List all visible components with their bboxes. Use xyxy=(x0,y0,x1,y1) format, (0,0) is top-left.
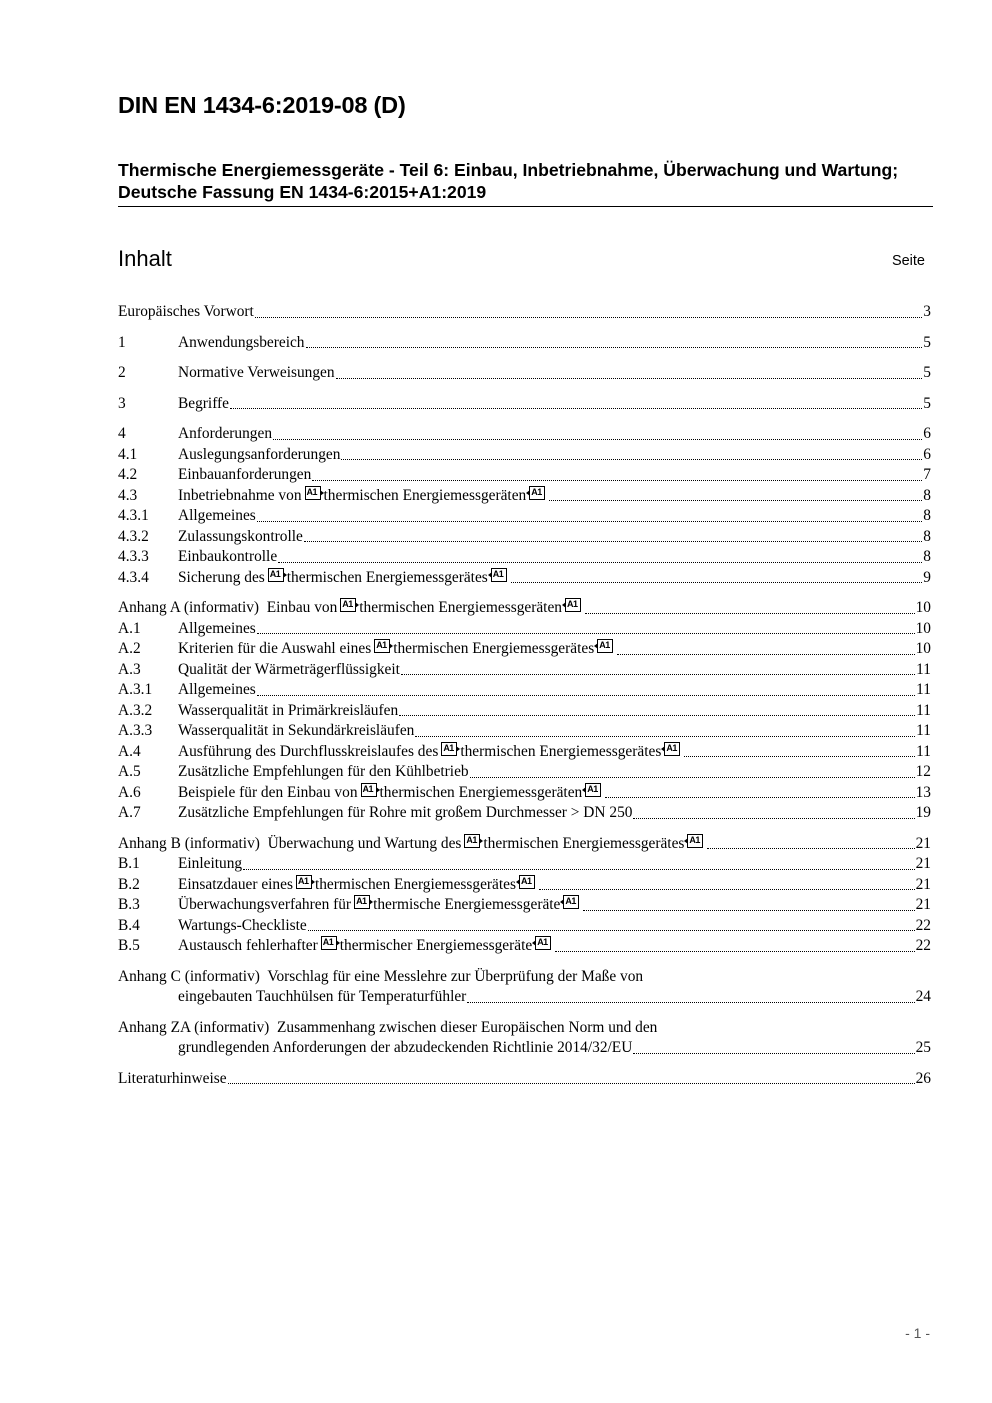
toc-entry-number: B.3 xyxy=(118,896,140,913)
toc-entry-page: 8 xyxy=(923,548,931,565)
toc-entry[interactable] xyxy=(118,639,931,660)
toc-entry-title-cont: thermischen Energiemessgeräten xyxy=(379,783,583,801)
toc-entry-number: 4.3.3 xyxy=(118,548,149,565)
amendment-end-icon xyxy=(529,486,545,500)
toc-entry-title: Anhang B (informativ) Überwachung und Wartung des xyxy=(118,834,462,852)
toc-entry-number: B.2 xyxy=(118,875,140,893)
document-id: DIN EN 1434-6:2019-08 (D) xyxy=(118,92,406,118)
toc-entry-title: Anhang ZA (informativ) Zusammenhang zwischen dieser Europäischen Norm und den xyxy=(118,1018,658,1036)
toc-entry-page: 5 xyxy=(923,333,931,351)
toc-entry-continued[interactable] xyxy=(118,1038,931,1059)
toc-entry-title: Einleitung xyxy=(178,855,243,872)
toc-heading: Inhalt xyxy=(118,246,172,271)
toc-entry-number: A.2 xyxy=(118,640,141,657)
toc-entry-page: 25 xyxy=(915,1039,931,1056)
toc-entry-title: Einsatzdauer eines xyxy=(178,875,293,893)
toc-entry[interactable] xyxy=(118,445,931,466)
toc-entry-title: Anhang C (informativ) Vorschlag für eine Messlehre zur Überprüfung der Maße von xyxy=(118,967,644,985)
toc-entry-title: Qualität der Wärmeträgerflüssigkeit xyxy=(178,660,400,678)
toc-entry-page: 22 xyxy=(915,937,931,954)
toc-entry-page: 19 xyxy=(915,804,931,821)
table-of-contents xyxy=(118,302,931,1089)
toc-entry-title: Beispiele für den Einbau von xyxy=(178,783,358,801)
toc-entry-page: 5 xyxy=(923,394,931,412)
toc-entry-title: Überwachungsverfahren für xyxy=(178,896,352,913)
amendment-end-icon xyxy=(664,742,680,756)
toc-entry-title: Zusätzliche Empfehlungen für Rohre mit großem Durchmesser > DN 250 xyxy=(178,804,633,821)
toc-entry-number: A.7 xyxy=(118,804,141,821)
amendment-end-icon xyxy=(563,895,579,909)
toc-entry[interactable] xyxy=(118,834,931,855)
toc-entry-title-cont: thermischen Energiemessgerätes xyxy=(460,742,662,760)
toc-entry-number: B.1 xyxy=(118,855,140,872)
toc-entry-title: Zusätzliche Empfehlungen für den Kühlbetrieb xyxy=(178,763,469,780)
toc-entry-page: 24 xyxy=(915,988,931,1005)
page-number: - 1 - xyxy=(905,1325,930,1341)
toc-entry-title: Auslegungsanforderungen xyxy=(178,445,341,463)
toc-entry-title: Anwendungsbereich xyxy=(178,333,305,351)
toc-entry[interactable] xyxy=(118,568,931,589)
toc-entry-page: 10 xyxy=(915,619,931,637)
toc-entry-title-cont: thermischen Energiemessgerätes xyxy=(286,568,488,586)
toc-entry-title: Anhang A (informativ) Einbau von xyxy=(118,599,338,616)
toc-entry[interactable] xyxy=(118,680,931,701)
amendment-start-icon xyxy=(361,783,377,797)
toc-entry[interactable] xyxy=(118,424,931,445)
toc-entry-page: 11 xyxy=(916,660,931,678)
toc-entry-number: B.5 xyxy=(118,937,140,954)
amendment-start-icon xyxy=(354,895,370,909)
toc-entry[interactable] xyxy=(118,916,931,937)
toc-entry-page: 21 xyxy=(915,834,931,852)
toc-entry-number: A.3.1 xyxy=(118,681,153,698)
toc-entry-title: Austausch fehlerhafter xyxy=(178,937,318,954)
toc-entry-title: Normative Verweisungen xyxy=(178,364,335,381)
amendment-end-icon xyxy=(535,936,551,950)
toc-entry-page: 8 xyxy=(923,527,931,545)
toc-entry[interactable] xyxy=(118,598,931,619)
toc-entry-page: 3 xyxy=(923,303,931,320)
toc-entry-title: Allgemeines xyxy=(178,681,256,698)
toc-entry[interactable] xyxy=(118,527,931,548)
toc-entry-page: 11 xyxy=(916,681,931,698)
toc-entry[interactable] xyxy=(118,895,931,916)
toc-entry-title-cont: thermischen Energiemessgeräten xyxy=(359,599,562,616)
toc-entry[interactable] xyxy=(118,1069,931,1090)
toc-entry-title: Wasserqualität in Primärkreisläufen xyxy=(178,701,399,719)
toc-entry-page: 10 xyxy=(915,599,931,616)
toc-entry-number: A.4 xyxy=(118,742,141,760)
toc-entry-number: 4.1 xyxy=(118,445,138,463)
toc-entry[interactable] xyxy=(118,742,931,763)
toc-entry-number: A.6 xyxy=(118,783,141,801)
toc-entry-title: Einbaukontrolle xyxy=(178,548,278,565)
toc-entry-title-cont: thermischer Energiemessgeräte xyxy=(339,937,533,954)
toc-entry-page: 12 xyxy=(915,763,931,780)
toc-entry[interactable] xyxy=(118,854,931,875)
toc-entry-continued[interactable] xyxy=(118,987,931,1008)
toc-entry[interactable] xyxy=(118,547,931,568)
toc-entry-number: 3 xyxy=(118,394,126,412)
amendment-start-icon xyxy=(464,834,480,848)
amendment-end-icon xyxy=(565,598,581,612)
toc-entry-page: 21 xyxy=(915,855,931,872)
toc-entry-page: 11 xyxy=(916,722,931,739)
toc-entry-page: 21 xyxy=(915,875,931,893)
toc-entry-title: Kriterien für die Auswahl eines xyxy=(178,640,372,657)
toc-entry-title: Europäisches Vorwort xyxy=(118,303,254,320)
toc-entry-number: A.3.3 xyxy=(118,722,153,739)
toc-entry[interactable] xyxy=(118,721,931,742)
title-divider xyxy=(118,206,933,207)
amendment-end-icon xyxy=(597,639,613,653)
toc-entry-title-cont: thermische Energiemessgeräte xyxy=(373,896,561,913)
toc-entry[interactable] xyxy=(118,333,931,354)
toc-entry-page: 11 xyxy=(916,742,931,760)
toc-entry-number: 4.3 xyxy=(118,486,138,504)
amendment-start-icon xyxy=(374,639,390,653)
toc-entry-title: eingebauten Tauchhülsen für Temperaturfühler xyxy=(178,988,467,1005)
toc-entry-title: Anforderungen xyxy=(178,425,273,442)
toc-entry-number: A.3 xyxy=(118,660,141,678)
toc-entry-title-cont: thermischen Energiemessgerätes xyxy=(393,640,595,657)
toc-entry-title: Literaturhinweise xyxy=(118,1069,227,1087)
toc-entry-page: 7 xyxy=(923,466,931,483)
toc-entry-page: 8 xyxy=(923,486,931,504)
amendment-start-icon xyxy=(321,936,337,950)
toc-entry-title-cont: thermischen Energiemessgerätes xyxy=(483,834,685,852)
toc-entry-title: Zulassungskontrolle xyxy=(178,527,303,545)
toc-entry-number: 4 xyxy=(118,425,126,442)
toc-entry[interactable] xyxy=(118,1018,931,1039)
toc-entry[interactable] xyxy=(118,619,931,640)
toc-entry-title: Einbauanforderungen xyxy=(178,466,312,483)
toc-entry-page: 21 xyxy=(915,896,931,913)
amendment-end-icon xyxy=(519,875,535,889)
amendment-start-icon xyxy=(305,486,321,500)
toc-entry-page: 11 xyxy=(916,701,931,719)
toc-entry-number: A.1 xyxy=(118,619,141,637)
toc-entry-page: 13 xyxy=(915,783,931,801)
toc-entry-page: 22 xyxy=(915,916,931,934)
toc-entry[interactable] xyxy=(118,394,931,415)
toc-entry[interactable] xyxy=(118,465,931,486)
toc-entry[interactable] xyxy=(118,762,931,783)
toc-entry-title: Wasserqualität in Sekundärkreisläufen xyxy=(178,722,415,739)
toc-entry[interactable] xyxy=(118,701,931,722)
amendment-end-icon xyxy=(585,783,601,797)
toc-entry[interactable] xyxy=(118,967,931,988)
toc-entry-title: Ausführung des Durchflusskreislaufes des xyxy=(178,742,439,760)
toc-entry[interactable] xyxy=(118,363,931,384)
toc-entry-title: Inbetriebnahme von xyxy=(178,486,302,504)
document-subtitle: Thermische Energiemessgeräte - Teil 6: Einbau, Inbetriebnahme, Überwachung und Wartung; Deutsche Fassung EN 1434-6:2015+A1:2019 xyxy=(118,160,899,202)
toc-entry[interactable] xyxy=(118,506,931,527)
toc-entry-number: 1 xyxy=(118,333,126,351)
toc-entry-page: 10 xyxy=(915,640,931,657)
toc-entry-title-cont: thermischen Energiemessgerätes xyxy=(314,875,516,893)
toc-entry-page: 26 xyxy=(915,1069,931,1087)
toc-entry-title: Sicherung des xyxy=(178,568,265,586)
amendment-start-icon xyxy=(296,875,312,889)
amendment-end-icon xyxy=(687,834,703,848)
amendment-end-icon xyxy=(491,568,507,582)
toc-entry-page: 9 xyxy=(923,568,931,586)
toc-entry-page: 6 xyxy=(923,445,931,463)
toc-entry-number: 4.3.4 xyxy=(118,568,149,586)
toc-entry[interactable] xyxy=(118,803,931,824)
toc-entry-number: A.5 xyxy=(118,763,141,780)
toc-entry-page: 5 xyxy=(923,364,931,381)
toc-entry-title-cont: thermischen Energiemessgeräten xyxy=(323,486,527,504)
toc-entry-title: Allgemeines xyxy=(178,507,256,524)
amendment-start-icon xyxy=(441,742,457,756)
toc-entry-title: Allgemeines xyxy=(178,619,256,637)
toc-entry-page: 8 xyxy=(923,507,931,524)
toc-page-label: Seite xyxy=(891,253,925,269)
toc-entry-page: 6 xyxy=(923,425,931,442)
amendment-start-icon xyxy=(340,598,356,612)
toc-entry-number: 4.2 xyxy=(118,466,138,483)
toc-entry[interactable] xyxy=(118,936,931,957)
toc-entry[interactable] xyxy=(118,486,931,507)
toc-entry[interactable] xyxy=(118,783,931,804)
toc-entry-number: 4.3.2 xyxy=(118,527,149,545)
toc-entry-number: B.4 xyxy=(118,916,140,934)
toc-entry-number: 2 xyxy=(118,364,126,381)
toc-entry-title: grundlegenden Anforderungen der abzudeckenden Richtlinie 2014/32/EU xyxy=(178,1039,633,1056)
toc-entry[interactable] xyxy=(118,302,931,323)
toc-entry[interactable] xyxy=(118,660,931,681)
toc-entry-number: 4.3.1 xyxy=(118,507,149,524)
toc-entry-number: A.3.2 xyxy=(118,701,153,719)
amendment-start-icon xyxy=(268,568,284,582)
toc-entry[interactable] xyxy=(118,875,931,896)
toc-entry-title: Wartungs-Checkliste xyxy=(178,916,307,934)
toc-entry-title: Begriffe xyxy=(178,394,229,412)
